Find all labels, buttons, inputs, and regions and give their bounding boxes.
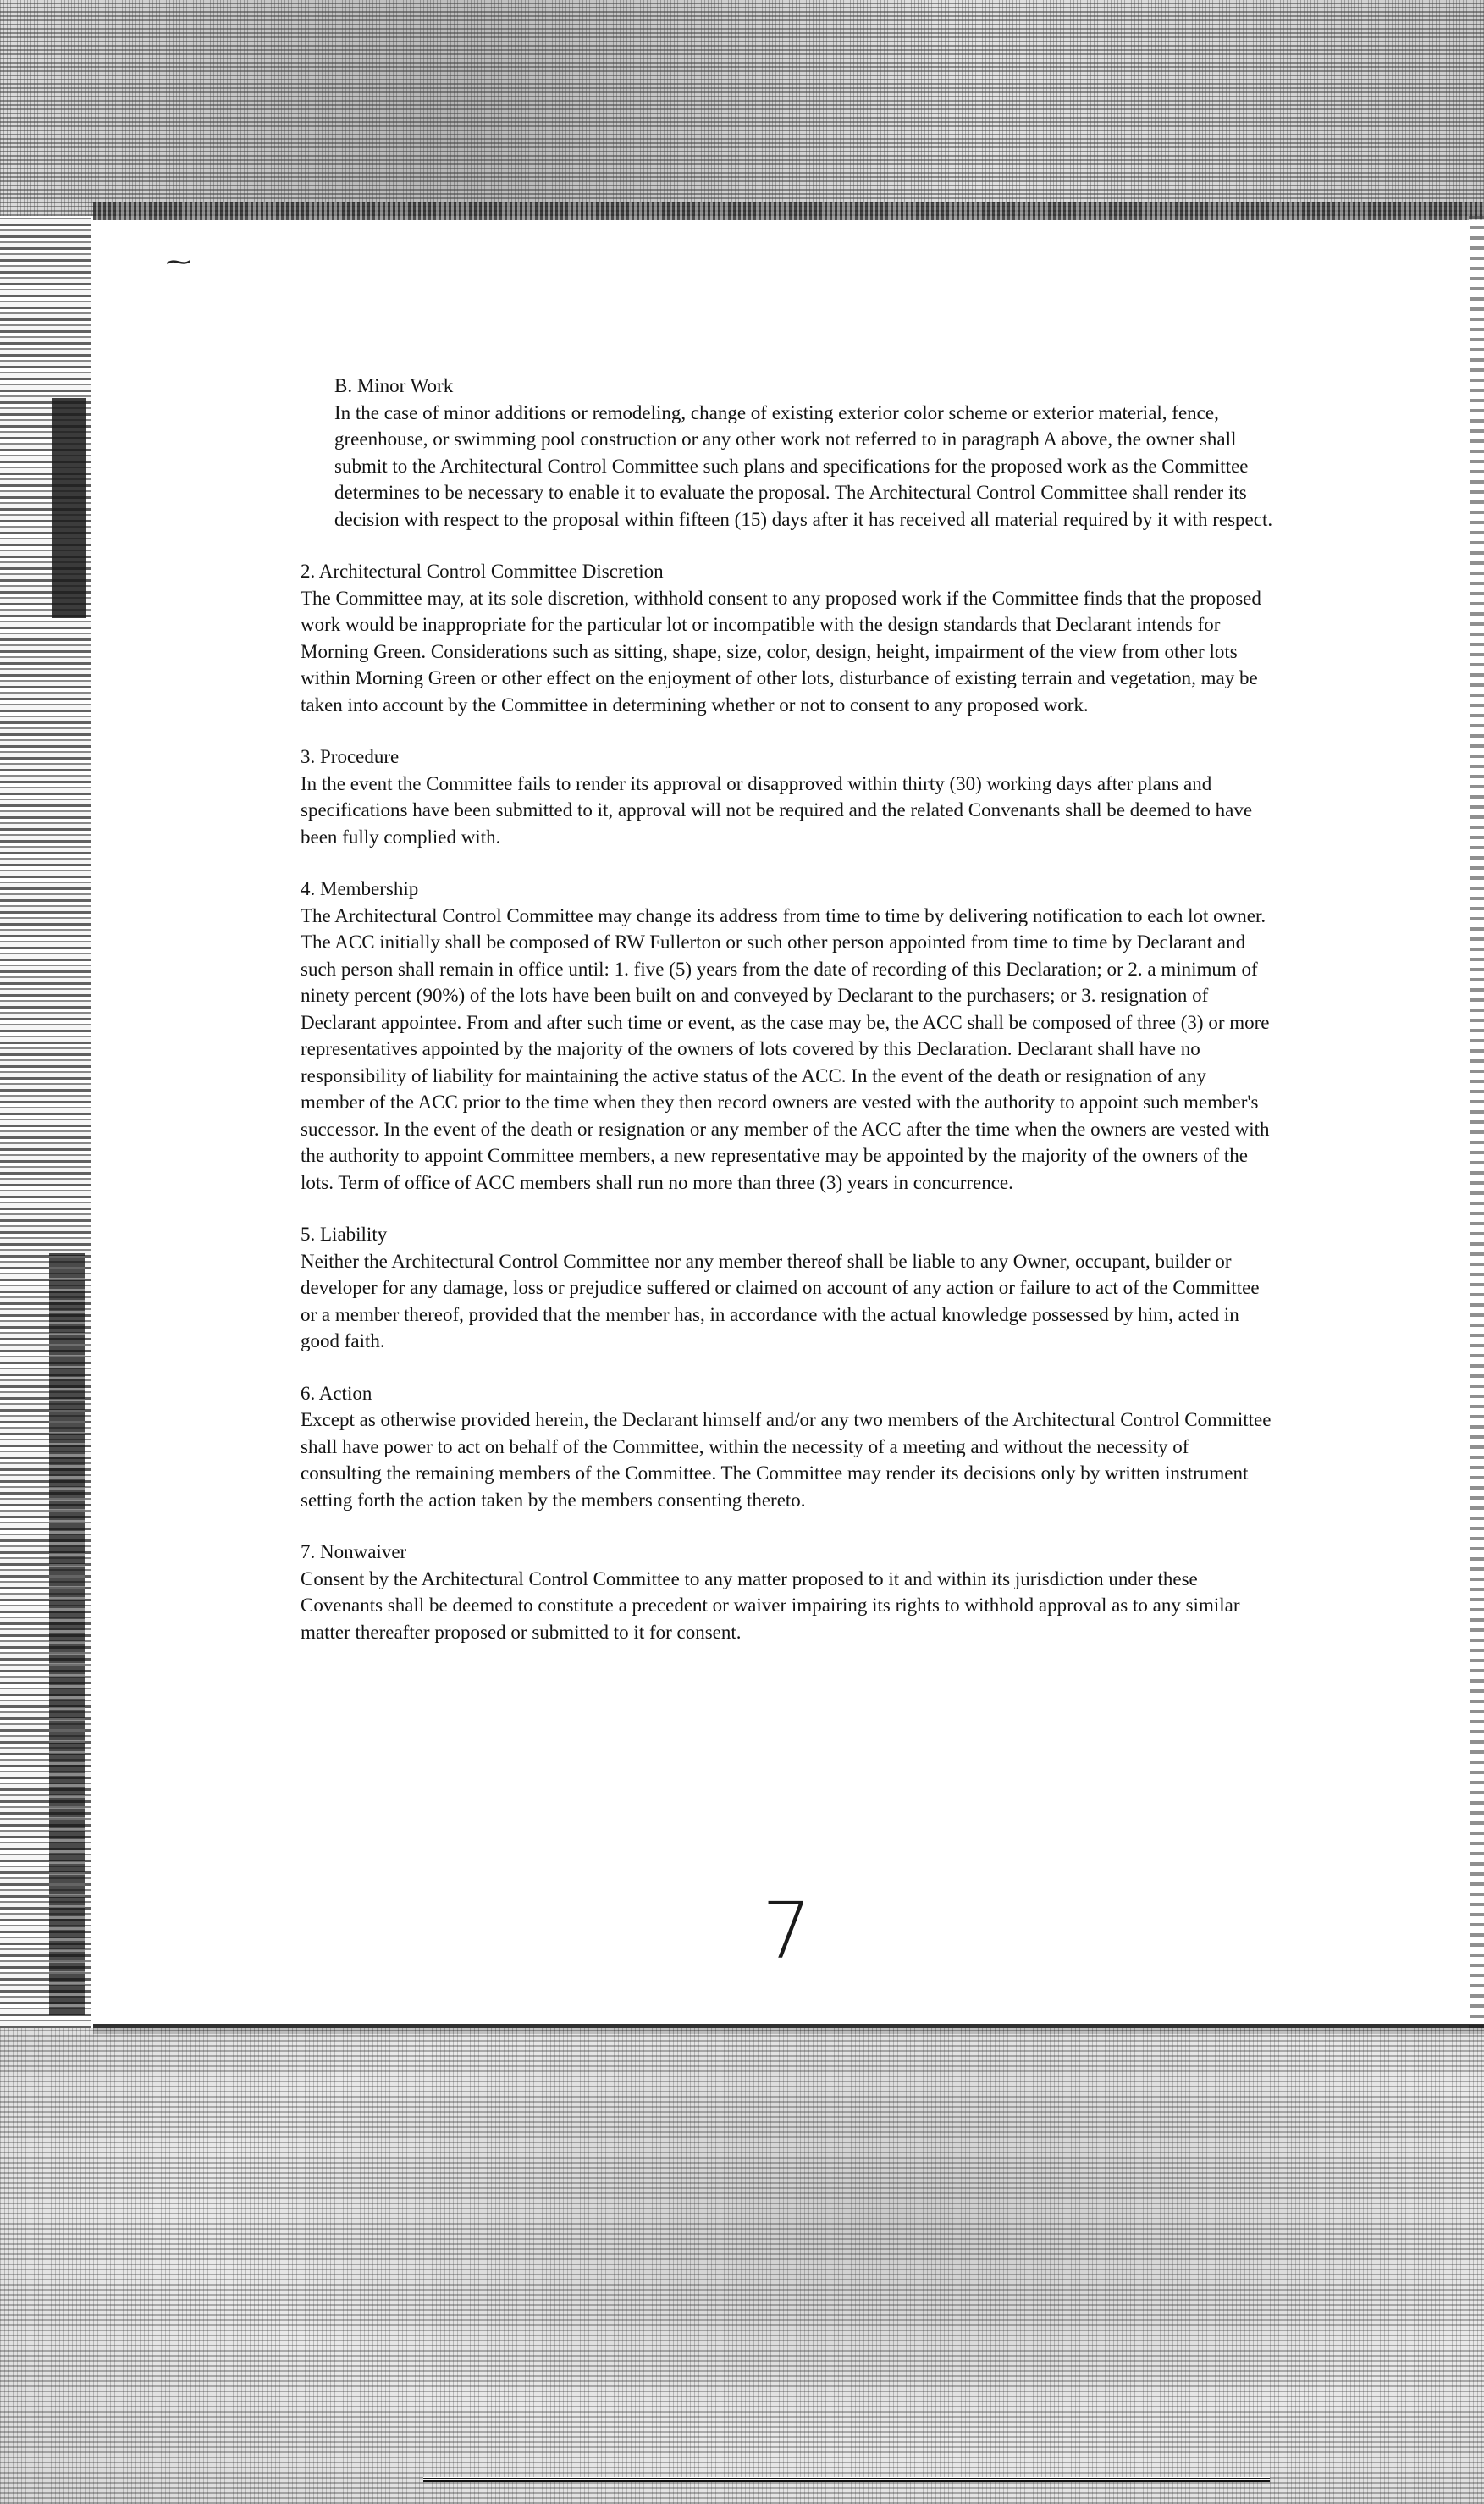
scan-mark-left bbox=[52, 398, 86, 618]
scan-noise-bottom bbox=[0, 2028, 1484, 2504]
section-heading: 4. Membership bbox=[301, 878, 419, 899]
section-nonwaiver bbox=[301, 1539, 1274, 1645]
section-heading: 3. Procedure bbox=[301, 746, 400, 767]
section-body: Consent by the Architectural Control Committee to any matter proposed to it and within its jurisdiction under these Covenants shall be deemed to constitute a precedent or waiver impairing its rights to withhold approval as to any similar matter thereafter proposed or submitted to it for consent. bbox=[301, 1567, 1240, 1643]
section-heading: 5. Liability bbox=[301, 1224, 388, 1245]
section-heading: B. Minor Work bbox=[334, 375, 454, 396]
section-body: The Committee may, at its sole discretion, withhold consent to any proposed work if the Committee finds that the proposed work would be inappropriate for the particular lot or incompatible with the design standards that Declarant intends for Morning Green. Considerations such as sitting, shape, size, color, design, height, impairment of the view from other lots within Morning Green or other effect on the enjoyment of other lots, disturbance of existing terrain and vegetation, may be taken into account by the Committee in determining whether or not to consent to any proposed work. bbox=[301, 587, 1261, 716]
section-body: Except as otherwise provided herein, the Declarant himself and/or any two members of the Architectural Control Committee shall have power to act on behalf of the Committee, within the necessity of a meeting and without the necessity of consulting the remaining members of the Committee. The Committee may render its decisions only by written instrument setting forth the action taken by the members consenting thereto. bbox=[301, 1409, 1272, 1511]
section-body: In the case of minor additions or remodeling, change of existing exterior color scheme or exterior material, fence, greenhouse, or swimming pool construction or any other work not referred to in paragraph A above, the owner shall submit to the Architectural Control Committee such plans and specifications for the proposed work as the Committee determines to be necessary to enable it to evaluate the proposal. The Architectural Control Committee shall render its decision with respect to the proposal within fifteen (15) days after it has received all material required by it with respect. bbox=[334, 401, 1273, 530]
section-body: The Architectural Control Committee may change its address from time to time by delivering notification to each lot owner. The ACC initially shall be composed of RW Fullerton or such other person appointed from time to time by Declarant and such person shall remain in office until: 1. five (5) years from the date of recording of this Declaration; or 2. a minimum of ninety percent (90%) of the lots have been built on and conveyed by Declarant to the purchasers; or 3. resignation of Declarant appointee. From and after such time or event, as the case may be, the ACC shall be composed of three (3) or more representatives appointed by the majority of the owners of lots covered by this Declaration. Declarant shall have no responsibility of liability for maintaining the active status of the ACC. In the event of the death or resignation of any member of the ACC prior to the time when they then record owners are vested with the authority to appoint such member's successor. In the event of the death or resignation or any member of the ACC after the time when the owners are vested with the authority to appoint Committee members, a new representative may be appointed by the majority of the owners of the lots. Term of office of ACC members shall run no more than three (3) years in concurrence. bbox=[301, 904, 1270, 1193]
section-minor-work bbox=[301, 373, 1274, 533]
section-membership bbox=[301, 876, 1274, 1196]
document-body bbox=[301, 373, 1274, 1671]
scan-noise-top bbox=[0, 0, 1484, 216]
section-body: Neither the Architectural Control Committee nor any member thereof shall be liable to any Owner, occupant, builder or developer for any damage, loss or prejudice suffered or claimed on account of any action or failure to act of the Committee or a member thereof, provided that the member has, in accordance with the actual knowledge possessed by him, acted in good faith. bbox=[301, 1250, 1260, 1351]
stray-mark: ⁓ bbox=[166, 248, 191, 276]
section-heading: 7. Nonwaiver bbox=[301, 1541, 407, 1562]
section-heading: 6. Action bbox=[301, 1382, 372, 1404]
section-acc-discretion bbox=[301, 558, 1274, 718]
section-heading: 2. Architectural Control Committee Discretion bbox=[301, 561, 664, 582]
scan-rule-bottom bbox=[423, 2477, 1270, 2482]
section-procedure bbox=[301, 743, 1274, 850]
section-action bbox=[301, 1380, 1274, 1514]
scan-mark-left-lower bbox=[49, 1253, 85, 2015]
scan-noise-right bbox=[1469, 216, 1484, 2028]
page-number: 7 bbox=[762, 1886, 812, 1976]
section-body: In the event the Committee fails to render its approval or disapproved within thirty (30) working days after plans and specifications have been submitted to it, approval will not be required and the related Convenants shall be deemed to have been fully complied with. bbox=[301, 772, 1253, 848]
section-liability bbox=[301, 1221, 1274, 1355]
scan-edge-top bbox=[93, 202, 1484, 220]
